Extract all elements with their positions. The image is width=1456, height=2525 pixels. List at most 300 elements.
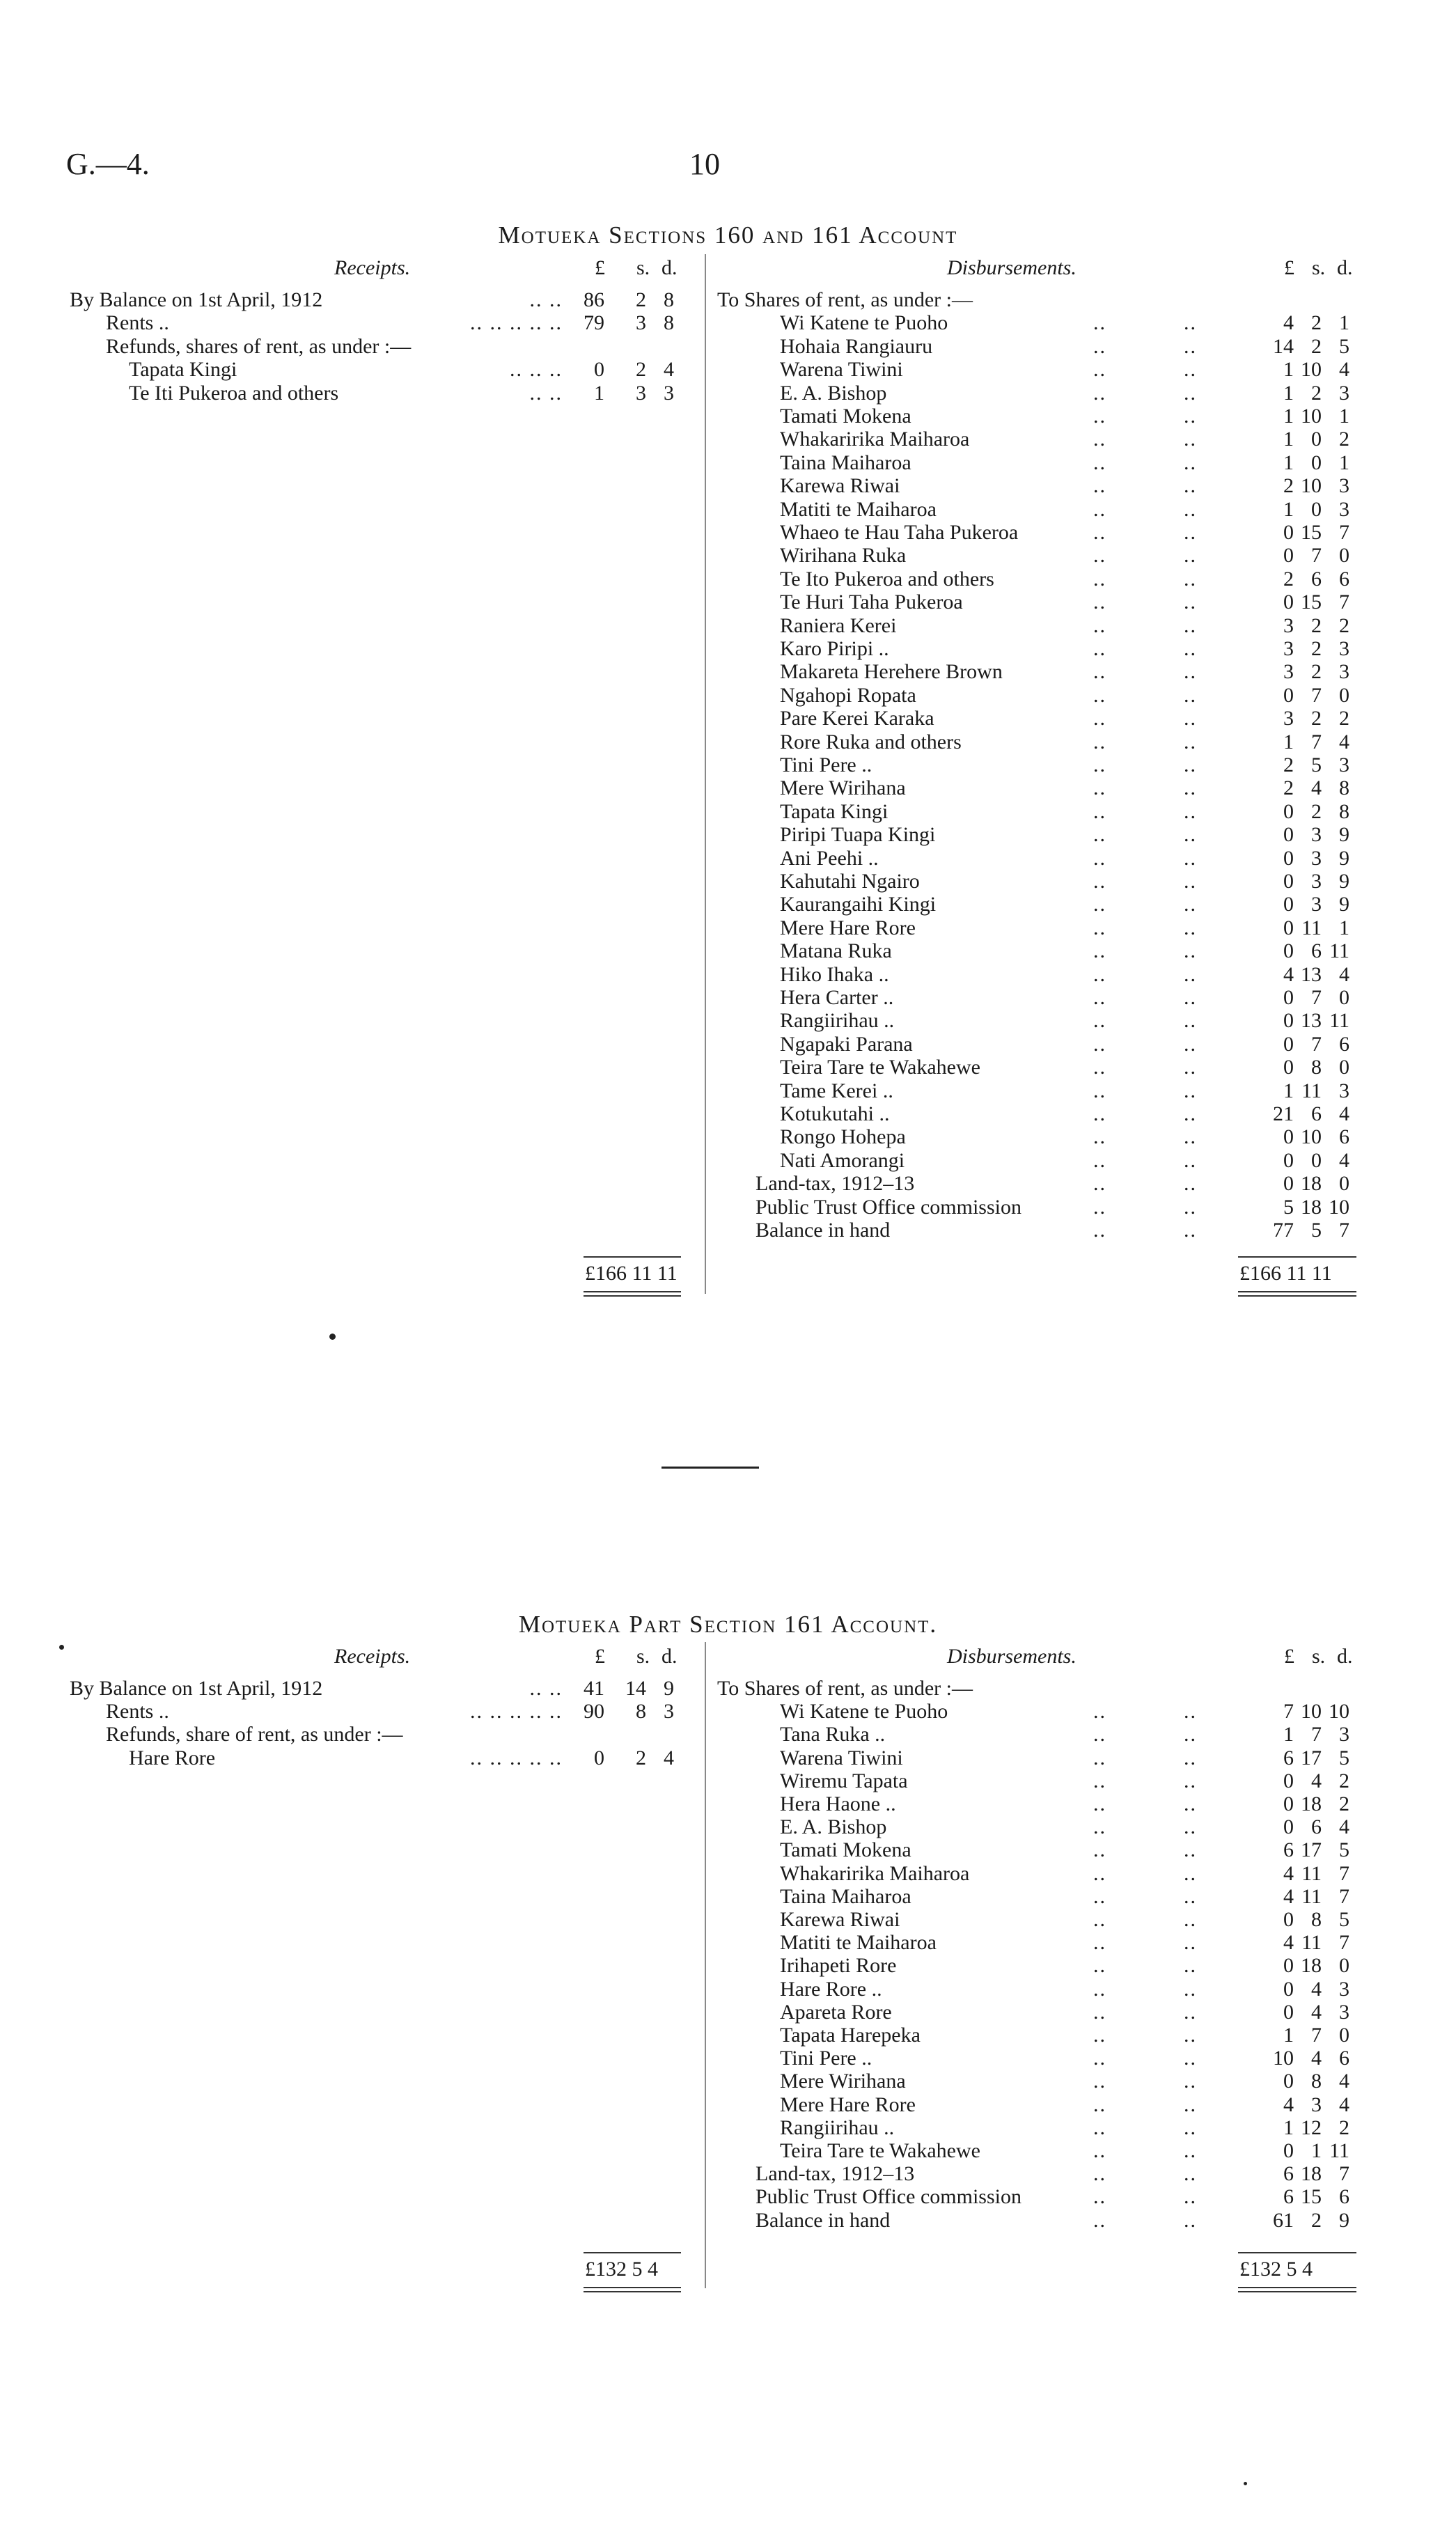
amount-pence: 9: [1339, 823, 1349, 847]
dot-leader: ..: [1093, 1769, 1106, 1792]
dot-leader: ..: [1184, 1815, 1197, 1839]
amount-shillings: 6: [1311, 1815, 1322, 1839]
disbursements-total: £132 5 4: [1239, 2258, 1313, 2281]
dot-leader: ..: [1184, 916, 1197, 939]
disbursements-heading: Disbursements.: [947, 1645, 1077, 1668]
dot-leader: ..: [1093, 753, 1106, 776]
amount-shillings: 7: [1311, 730, 1322, 753]
dot-leader: ..: [1184, 1219, 1197, 1242]
amount-pence: 5: [1339, 1838, 1349, 1862]
disbursement-row: [717, 2093, 1414, 2117]
dot-leader: ..: [1093, 1056, 1106, 1079]
dot-leader: ..: [1184, 1954, 1197, 1978]
total-double-rule: [1238, 2291, 1356, 2292]
amount-shillings: 18: [1301, 1792, 1322, 1815]
disbursement-label: Tapata Kingi: [780, 799, 889, 823]
disbursement-row: [717, 870, 1414, 893]
dot-leader: ..: [1184, 1908, 1197, 1931]
receipt-row: [70, 1677, 696, 1701]
amount-pounds: 0: [1283, 986, 1294, 1009]
amount-pounds: 0: [1283, 1908, 1294, 1931]
dot-leader: ..: [1093, 544, 1106, 568]
dot-leader: ..: [1093, 707, 1106, 730]
amount-pounds: 0: [1283, 916, 1294, 939]
receipts-heading: Receipts.: [334, 1645, 411, 1668]
disbursement-label: Mere Wirihana: [780, 2070, 906, 2093]
amount-pounds: 0: [1283, 1769, 1294, 1792]
disbursement-label: Public Trust Office commission: [756, 2185, 1021, 2209]
dot-leader: ..: [1184, 823, 1197, 847]
amount-pence: 3: [1339, 1723, 1349, 1746]
disbursement-row: [717, 1172, 1414, 1196]
amount-pounds: 1: [594, 381, 604, 405]
amount-pounds: 2: [1283, 474, 1294, 498]
amount-pounds: 0: [594, 358, 604, 382]
dot-leader: ..: [1093, 1148, 1106, 1172]
disbursement-label: Ngapaki Parana: [780, 1032, 913, 1056]
dot-leader: ..: [1093, 893, 1106, 916]
amount-pounds: 0: [1283, 1815, 1294, 1839]
disbursement-row: [717, 893, 1414, 916]
disbursement-row: [717, 1838, 1414, 1862]
disbursement-label: Whaeo te Hau Taha Pukeroa: [780, 521, 1019, 544]
dot-leader: ..: [1093, 2208, 1106, 2232]
dot-leader: ..: [1184, 870, 1197, 893]
disbursement-label: Hera Haone ..: [780, 1792, 896, 1815]
dot-leader: ..: [1093, 1195, 1106, 1219]
dot-leader: ..: [1093, 1079, 1106, 1102]
disbursement-label: Wirihana Ruka: [780, 544, 907, 568]
dot-leader: .. ..: [529, 288, 563, 311]
amount-pounds: 6: [1283, 2185, 1294, 2209]
dot-leader: ..: [1184, 753, 1197, 776]
disbursement-row: [717, 2139, 1414, 2163]
dot-leader: ..: [1093, 591, 1106, 614]
amount-pounds: 3: [1283, 707, 1294, 730]
amount-shillings: 8: [1311, 1908, 1322, 1931]
dot-leader: ..: [1093, 1700, 1106, 1723]
amount-pounds: 0: [1283, 591, 1294, 614]
amount-pounds: 0: [1283, 1954, 1294, 1978]
amount-shillings: 3: [636, 311, 646, 335]
amount-shillings: 12: [1301, 2116, 1322, 2139]
amount-pounds: 1: [1283, 730, 1294, 753]
amount-pence: 3: [664, 381, 674, 405]
dot-leader: ..: [1093, 823, 1106, 847]
disbursement-row: [717, 2116, 1414, 2140]
disbursement-label: Land-tax, 1912–13: [756, 2162, 915, 2186]
amount-pence: 1: [1339, 405, 1349, 428]
dot-leader: ..: [1093, 2047, 1106, 2070]
disbursement-label: Whakaririka Maiharoa: [780, 1861, 970, 1885]
amount-pounds: 1: [1283, 2116, 1294, 2139]
amount-pounds: 0: [1283, 1148, 1294, 1172]
amount-shillings: 17: [1301, 1746, 1322, 1769]
amount-pounds: 1: [1283, 358, 1294, 382]
amount-pounds: 0: [1283, 1125, 1294, 1149]
amount-pence: 10: [1329, 1195, 1349, 1219]
section-title: Motueka Part Section 161 Account.: [518, 1611, 938, 1638]
amount-shillings: 15: [1301, 2185, 1322, 2209]
amount-pounds: 0: [1283, 846, 1294, 870]
amount-pence: 9: [664, 1677, 674, 1700]
disbursement-label: Hiko Ihaka ..: [780, 962, 889, 986]
receipt-label: Refunds, shares of rent, as under :—: [106, 334, 412, 358]
amount-pounds: 0: [1283, 1977, 1294, 2001]
amount-pence: 2: [1339, 428, 1349, 451]
amount-pounds: 0: [1283, 893, 1294, 916]
dot-leader: ..: [1093, 1102, 1106, 1125]
amount-shillings: 2: [1311, 381, 1322, 405]
disbursement-label: E. A. Bishop: [780, 381, 887, 405]
dot-leader: .. ..: [529, 1677, 563, 1700]
disbursement-label: Matiti te Maiharoa: [780, 1931, 937, 1955]
amount-pence: 9: [1339, 870, 1349, 893]
disbursement-row: [717, 1931, 1414, 1955]
dot-leader: .. .. .. .. ..: [470, 311, 563, 335]
amount-pounds: 6: [1283, 1838, 1294, 1862]
receipt-row: [70, 288, 696, 312]
disbursement-label: Teira Tare te Wakahewe: [780, 2139, 980, 2162]
disbursement-row: [717, 963, 1414, 987]
disbursement-label: Wi Katene te Puoho: [780, 311, 948, 335]
amount-pounds: 0: [1283, 1172, 1294, 1196]
amount-shillings: 7: [1311, 1723, 1322, 1746]
dot-leader: ..: [1184, 1931, 1197, 1955]
total-double-rule: [584, 2291, 681, 2292]
disbursement-row: [717, 1723, 1414, 1746]
amount-shillings: 2: [1311, 2208, 1322, 2232]
dot-leader: ..: [1184, 2208, 1197, 2232]
amount-shillings: 10: [1301, 474, 1322, 498]
dot-leader: ..: [1184, 2047, 1197, 2070]
dot-leader: ..: [1093, 1884, 1106, 1908]
amount-pounds: 1: [1283, 428, 1294, 451]
amount-pence: 7: [1339, 2162, 1349, 2186]
disbursement-label: Rore Ruka and others: [780, 730, 962, 753]
amount-pence: 5: [1339, 1746, 1349, 1769]
total-double-rule: [584, 1295, 681, 1297]
dot-leader: ..: [1184, 2139, 1197, 2162]
amount-pounds: 0: [1283, 2070, 1294, 2093]
dot-leader: ..: [1184, 707, 1197, 730]
disbursement-label: Piripi Tuapa Kingi: [780, 823, 936, 847]
receipt-row: [70, 311, 696, 335]
disbursement-label: Apareta Rore: [780, 2000, 892, 2024]
amount-shillings: 10: [1301, 1700, 1322, 1723]
dot-leader: ..: [1093, 451, 1106, 474]
dot-leader: ..: [1184, 2000, 1197, 2024]
disbursement-label: Public Trust Office commission: [756, 1195, 1021, 1219]
dot-leader: ..: [1093, 1908, 1106, 1931]
amount-pounds: 2: [1283, 753, 1294, 776]
disbursement-row: [717, 451, 1414, 475]
dot-leader: ..: [1093, 1931, 1106, 1955]
dot-leader: ..: [1093, 567, 1106, 591]
page-number: 10: [689, 147, 720, 181]
amount-shillings: 4: [1311, 1769, 1322, 1792]
amount-shillings: 18: [1301, 1954, 1322, 1978]
amount-pence: 3: [1339, 474, 1349, 498]
disbursement-label: Irihapeti Rore: [780, 1954, 897, 1978]
section-title: Motueka Sections 160 and 161 Account: [498, 221, 958, 249]
disbursement-row: [717, 568, 1414, 591]
disbursements-currency-header: £: [1284, 1645, 1294, 1668]
receipts-currency-header: £: [595, 1645, 605, 1668]
dot-leader: ..: [1184, 986, 1197, 1009]
dot-leader: ..: [1184, 613, 1197, 637]
amount-shillings: 2: [1311, 334, 1322, 358]
disbursement-label: Mere Hare Rore: [780, 2093, 916, 2116]
amount-pence: 1: [1339, 451, 1349, 474]
amount-shillings: 0: [1311, 1148, 1322, 1172]
amount-pence: 3: [1339, 381, 1349, 405]
disbursement-label: Rongo Hohepa: [780, 1125, 906, 1149]
amount-pounds: 0: [1283, 683, 1294, 707]
amount-shillings: 7: [1311, 1032, 1322, 1056]
amount-shillings: 6: [1311, 939, 1322, 963]
dot-leader: ..: [1093, 428, 1106, 451]
amount-shillings: 3: [1311, 846, 1322, 870]
disbursement-row: [717, 335, 1414, 359]
amount-shillings: 2: [636, 358, 646, 382]
disbursement-label: Tame Kerei ..: [780, 1079, 893, 1102]
dot-leader: ..: [1184, 1102, 1197, 1125]
disbursement-row: [717, 2047, 1414, 2070]
amount-pence: 4: [1339, 962, 1349, 986]
dot-leader: ..: [1093, 1723, 1106, 1746]
disbursement-row: [717, 1056, 1414, 1079]
disbursement-row: [717, 521, 1414, 545]
dot-leader: ..: [1093, 2139, 1106, 2162]
amount-shillings: 6: [1311, 1102, 1322, 1125]
disbursement-row: [717, 2162, 1414, 2186]
disbursement-row: [717, 939, 1414, 963]
amount-pounds: 1: [1283, 497, 1294, 521]
disbursement-row: [717, 1885, 1414, 1909]
dot-leader: ..: [1093, 1977, 1106, 2001]
amount-shillings: 17: [1301, 1838, 1322, 1862]
disbursement-row: [717, 1219, 1414, 1242]
amount-shillings: 5: [1311, 753, 1322, 776]
dot-leader: .. .. .. .. ..: [470, 1700, 563, 1723]
amount-pence: 7: [1339, 1861, 1349, 1885]
amount-pounds: 2: [1283, 567, 1294, 591]
receipts-currency-header: £: [595, 256, 605, 279]
amount-pounds: 0: [1283, 823, 1294, 847]
dot-leader: ..: [1093, 986, 1106, 1009]
dot-leader: ..: [1093, 2000, 1106, 2024]
amount-shillings: 0: [1311, 451, 1322, 474]
amount-shillings: 3: [1311, 870, 1322, 893]
amount-shillings: 7: [1311, 683, 1322, 707]
dot-leader: ..: [1093, 2093, 1106, 2116]
disbursement-label: Raniera Kerei: [780, 613, 897, 637]
disbursements-heading: Disbursements.: [947, 256, 1077, 279]
amount-pounds: 0: [1283, 2139, 1294, 2162]
total-top-rule: [1238, 2252, 1356, 2253]
amount-pence: 8: [664, 288, 674, 311]
disbursement-label: Kotukutahi ..: [780, 1102, 890, 1125]
dot-leader: ..: [1093, 1172, 1106, 1196]
receipts-heading: Receipts.: [334, 256, 411, 279]
amount-pence: 2: [1339, 613, 1349, 637]
dot-leader: ..: [1184, 334, 1197, 358]
dot-leader: ..: [1093, 497, 1106, 521]
dot-leader: ..: [1184, 544, 1197, 568]
amount-pounds: 0: [1283, 1032, 1294, 1056]
page-reference: G.—4.: [66, 147, 150, 181]
dot-leader: ..: [1184, 799, 1197, 823]
disbursement-label: Kaurangaihi Kingi: [780, 893, 937, 916]
dot-leader: ..: [1093, 870, 1106, 893]
disbursement-row: [717, 1149, 1414, 1173]
disbursements-currency-header: s.: [1312, 1645, 1326, 1668]
receipts-currency-header: d.: [662, 1645, 678, 1668]
amount-shillings: 11: [1301, 1079, 1322, 1102]
amount-shillings: 3: [1311, 2093, 1322, 2116]
dot-leader: ..: [1093, 2162, 1106, 2186]
dot-leader: ..: [1093, 381, 1106, 405]
disbursement-row: [717, 311, 1414, 335]
disbursement-label: Karo Piripi ..: [780, 637, 889, 660]
dot-leader: ..: [1184, 1700, 1197, 1723]
disbursement-label: Balance in hand: [756, 2208, 891, 2232]
disbursement-row: [717, 382, 1414, 405]
amount-pence: 6: [1339, 1125, 1349, 1149]
amount-shillings: 8: [1311, 2070, 1322, 2093]
disbursement-label: Karewa Riwai: [780, 474, 900, 498]
amount-pounds: 79: [584, 311, 604, 335]
dot-leader: ..: [1184, 591, 1197, 614]
disbursement-row: [717, 1769, 1414, 1793]
amount-shillings: 11: [1301, 1931, 1322, 1955]
amount-shillings: 1: [1311, 2139, 1322, 2162]
disbursement-row: [717, 660, 1414, 684]
dot-leader: ..: [1093, 334, 1106, 358]
dot-leader: ..: [1184, 893, 1197, 916]
disbursement-label: Hohaia Rangiauru: [780, 334, 933, 358]
disbursement-label: Te Huri Taha Pukeroa: [780, 591, 963, 614]
dot-leader: ..: [1184, 567, 1197, 591]
amount-pounds: 3: [1283, 660, 1294, 684]
dot-leader: ..: [1184, 358, 1197, 382]
dot-leader: ..: [1184, 1792, 1197, 1815]
disbursement-label: Wi Katene te Puoho: [780, 1700, 948, 1723]
amount-pence: 8: [1339, 776, 1349, 800]
amount-pence: 4: [1339, 1148, 1349, 1172]
amount-shillings: 11: [1301, 1861, 1322, 1885]
receipt-row: [70, 382, 696, 405]
disbursement-row: [717, 1908, 1414, 1932]
amount-shillings: 2: [636, 1746, 646, 1769]
amount-pence: 4: [664, 1746, 674, 1769]
amount-pence: 4: [1339, 730, 1349, 753]
dot-leader: ..: [1184, 1148, 1197, 1172]
dot-leader: ..: [1184, 521, 1197, 544]
dot-leader: ..: [1184, 451, 1197, 474]
disbursement-label: Mere Hare Rore: [780, 916, 916, 939]
disbursement-row: [717, 753, 1414, 777]
dot-leader: ..: [1093, 613, 1106, 637]
amount-pence: 6: [1339, 2047, 1349, 2070]
amount-shillings: 2: [636, 288, 646, 311]
amount-pounds: 4: [1283, 1861, 1294, 1885]
dot-leader: ..: [1184, 497, 1197, 521]
amount-pounds: 86: [584, 288, 604, 311]
receipt-label: Refunds, share of rent, as under :—: [106, 1723, 403, 1746]
amount-shillings: 13: [1301, 962, 1322, 986]
dot-leader: .. ..: [529, 381, 563, 405]
amount-shillings: 4: [1311, 2047, 1322, 2070]
dot-leader: ..: [1093, 1838, 1106, 1862]
disbursement-row: [717, 474, 1414, 498]
receipt-label: By Balance on 1st April, 1912: [70, 1677, 323, 1700]
dot-leader: ..: [1184, 939, 1197, 963]
total-top-rule: [584, 1256, 681, 1258]
amount-shillings: 2: [1311, 707, 1322, 730]
dot-leader: ..: [1184, 637, 1197, 660]
disbursement-label: Warena Tiwini: [780, 1746, 903, 1769]
amount-pence: 0: [1339, 1172, 1349, 1196]
amount-shillings: 0: [1311, 497, 1322, 521]
dot-leader: ..: [1093, 2116, 1106, 2139]
amount-pence: 6: [1339, 1032, 1349, 1056]
disbursement-label: Makareta Herehere Brown: [780, 660, 1003, 684]
amount-shillings: 7: [1311, 544, 1322, 568]
amount-pence: 9: [1339, 2208, 1349, 2232]
disbursement-row: [717, 405, 1414, 428]
amount-shillings: 13: [1301, 1009, 1322, 1033]
amount-shillings: 15: [1301, 591, 1322, 614]
disbursement-label: Matiti te Maiharoa: [780, 497, 937, 521]
amount-pence: 3: [1339, 497, 1349, 521]
dot-leader: ..: [1184, 846, 1197, 870]
amount-pence: 0: [1339, 1056, 1349, 1079]
amount-pounds: 1: [1283, 381, 1294, 405]
dot-leader: ..: [1184, 1125, 1197, 1149]
amount-pounds: 3: [1283, 637, 1294, 660]
amount-shillings: 2: [1311, 799, 1322, 823]
amount-pence: 8: [1339, 799, 1349, 823]
dot-leader: ..: [1184, 428, 1197, 451]
disbursement-row: [717, 428, 1414, 451]
amount-pounds: 1: [1283, 1723, 1294, 1746]
receipt-row: [70, 358, 696, 382]
disbursement-row: [717, 707, 1414, 730]
amount-pence: 0: [1339, 2024, 1349, 2047]
amount-pence: 8: [664, 311, 674, 335]
dot-leader: ..: [1093, 916, 1106, 939]
dot-leader: ..: [1184, 381, 1197, 405]
disbursement-row: [717, 637, 1414, 661]
receipt-row: [70, 1746, 696, 1770]
amount-pounds: 0: [1283, 939, 1294, 963]
disbursement-label: Ngahopi Ropata: [780, 683, 916, 707]
disbursement-label: E. A. Bishop: [780, 1815, 887, 1839]
dot-leader: ..: [1093, 660, 1106, 684]
amount-pounds: 90: [584, 1700, 604, 1723]
receipt-label: Te Iti Pukeroa and others: [129, 381, 339, 405]
receipt-row: [70, 1700, 696, 1723]
dot-leader: ..: [1093, 1219, 1106, 1242]
amount-shillings: 6: [1311, 567, 1322, 591]
disbursement-row: [717, 776, 1414, 800]
amount-pounds: 5: [1283, 1195, 1294, 1219]
amount-pounds: 14: [1273, 334, 1294, 358]
receipt-label: Rents ..: [106, 1700, 169, 1723]
disbursement-label: Karewa Riwai: [780, 1908, 900, 1931]
